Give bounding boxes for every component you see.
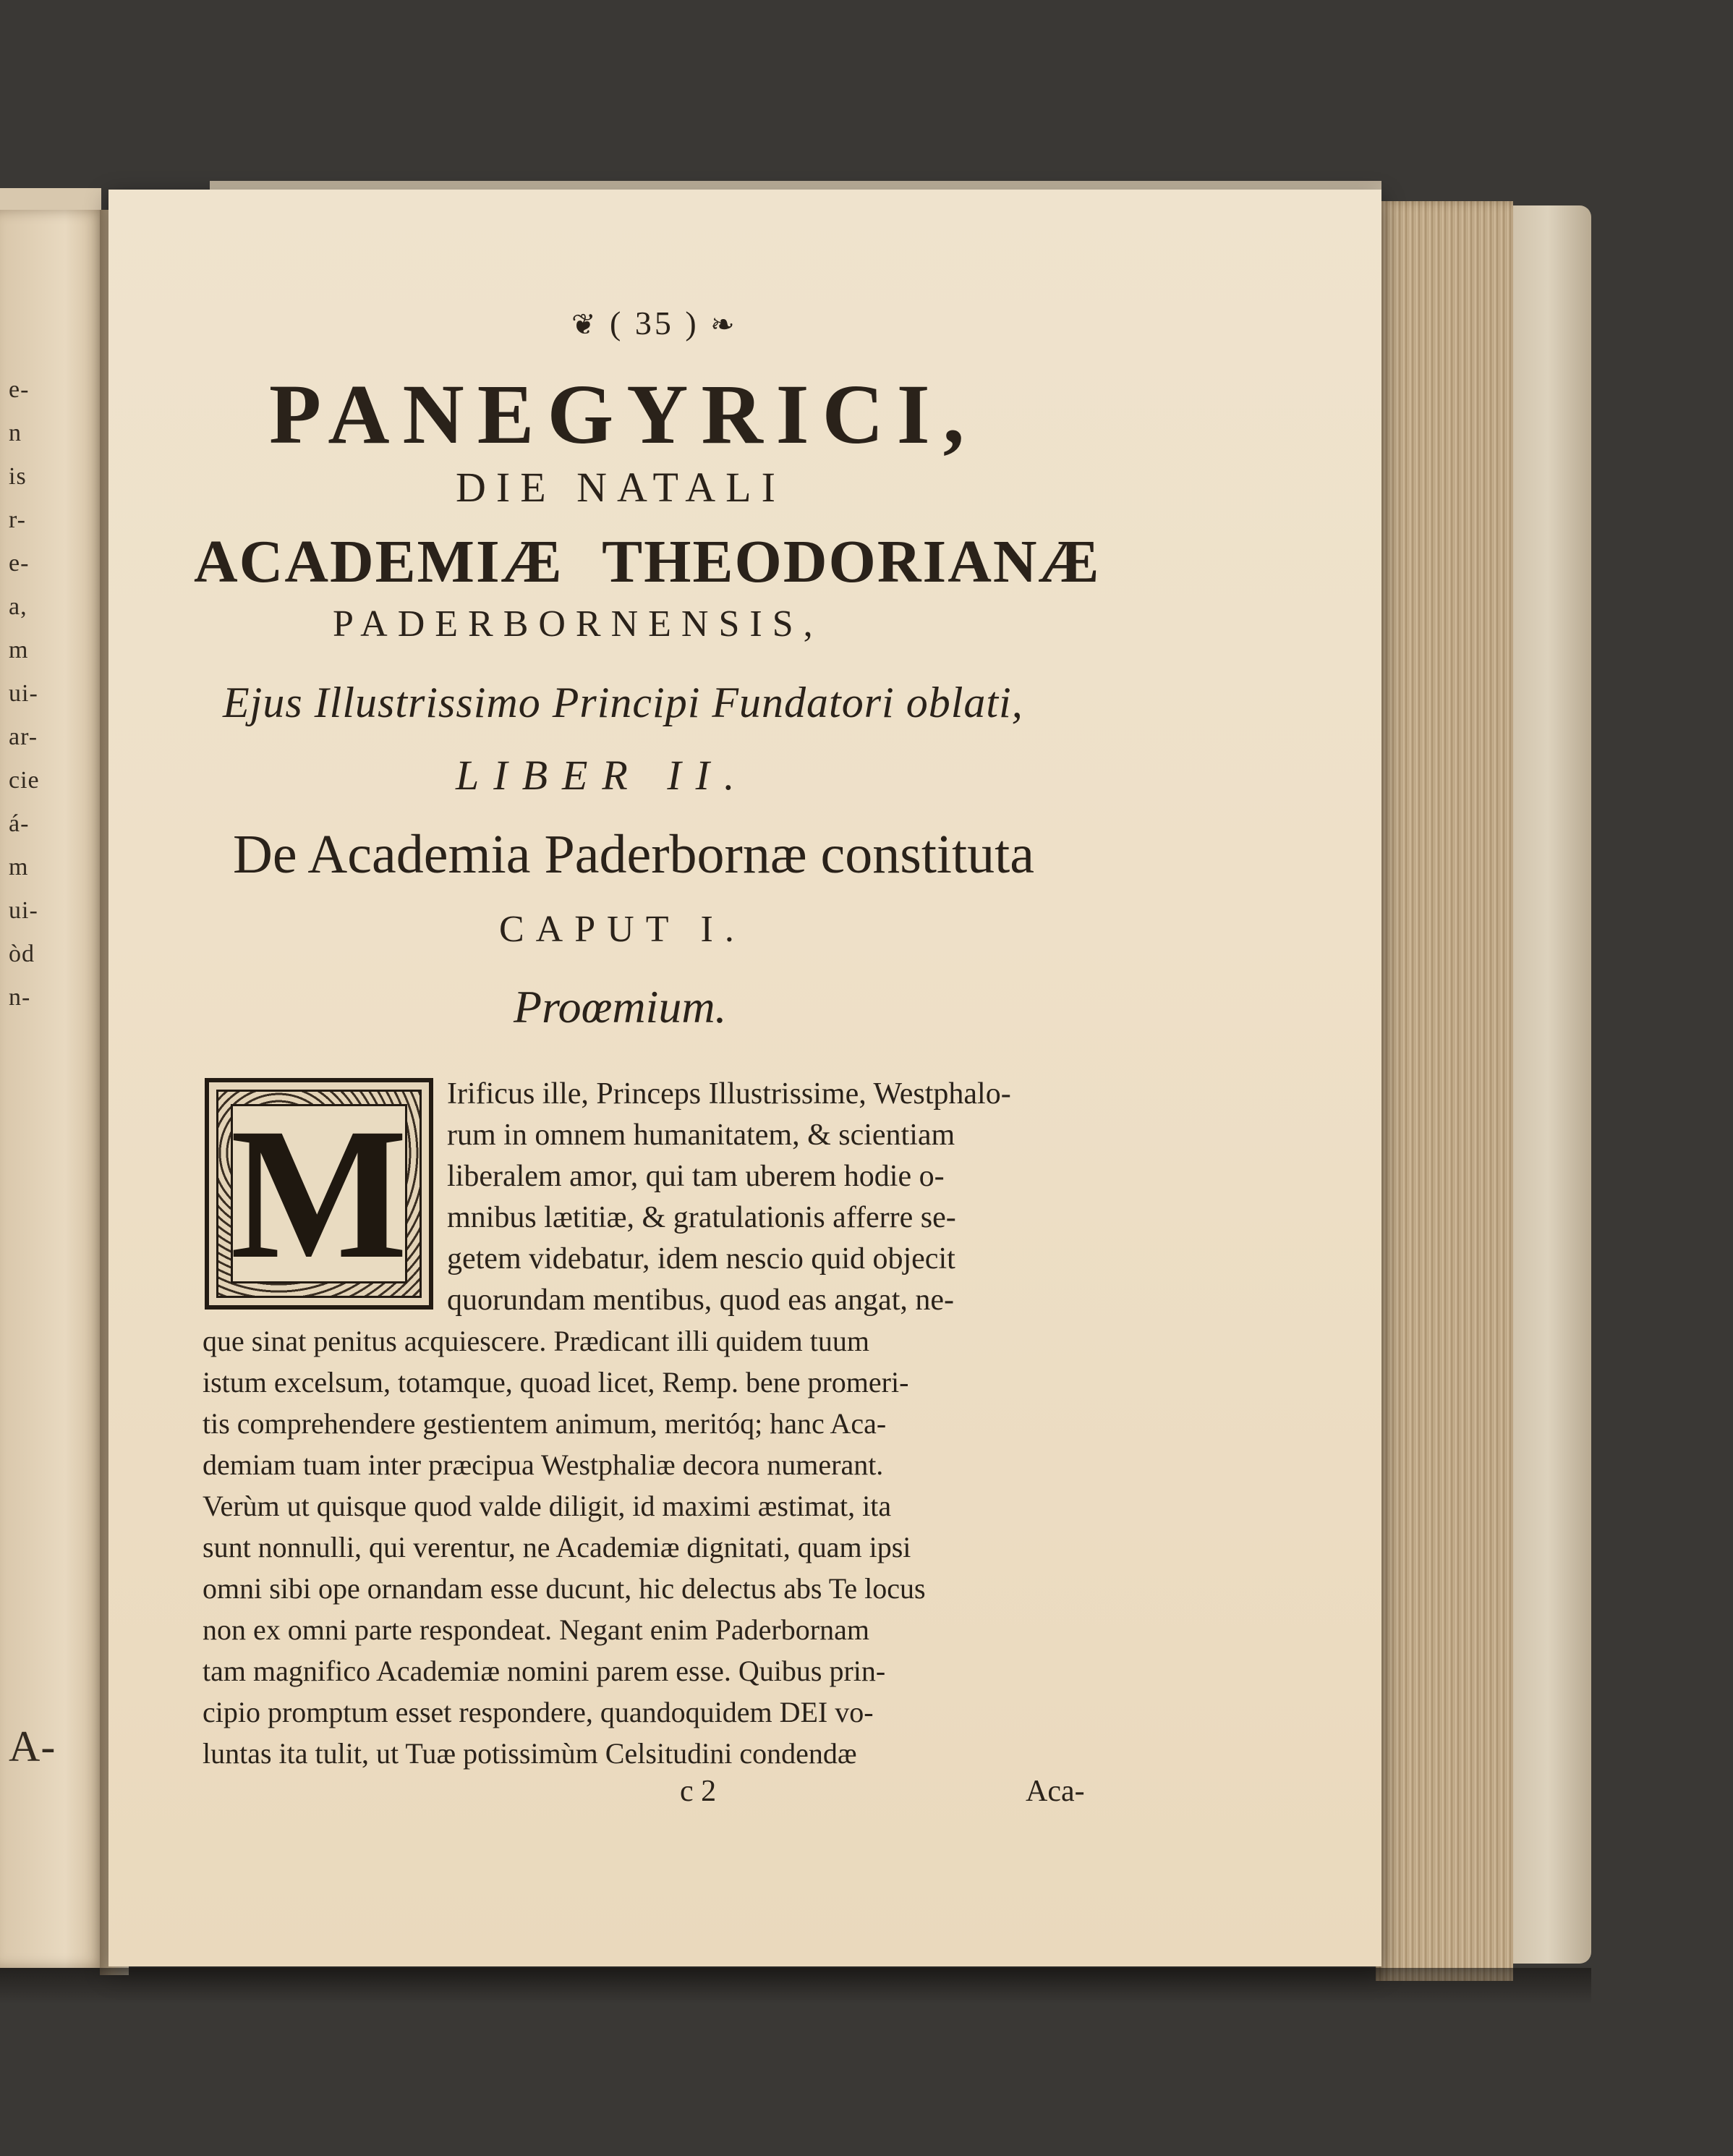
drop-cap-initial bbox=[205, 1078, 433, 1310]
text-line: que sinat penitus acquiescere. Prædicant illi quidem tuum bbox=[203, 1325, 870, 1357]
text-line: non ex omni parte respondeat. Negant enim Paderbornam bbox=[203, 1613, 869, 1646]
left-fragment: e- bbox=[9, 376, 30, 403]
left-fragment: á- bbox=[9, 810, 30, 837]
subtitle-paderbornensis: PADERBORNENSIS, bbox=[333, 603, 823, 645]
left-fragment: is bbox=[9, 463, 27, 490]
text-line: rum in omnem humanitatem, & scientiam bbox=[447, 1119, 955, 1152]
text-line: getem videbatur, idem nescio quid objecit bbox=[447, 1242, 955, 1276]
text-line: quorundam mentibus, quod eas angat, ne- bbox=[447, 1283, 954, 1317]
text-line: tis comprehendere gestientem animum, meritóq; hanc Aca- bbox=[203, 1407, 887, 1440]
page-number bbox=[571, 304, 738, 342]
left-fragment: r- bbox=[9, 506, 26, 533]
left-fragment: cie bbox=[9, 767, 40, 794]
page-block-edge bbox=[1376, 201, 1513, 1981]
text-line: demiam tuam inter præcipua Westphaliæ decora numerant. bbox=[203, 1448, 884, 1481]
left-fragment: ui- bbox=[9, 897, 38, 924]
left-fragment: m bbox=[9, 637, 29, 663]
text-line: liberalem amor, qui tam uberem hodie o- bbox=[447, 1160, 945, 1193]
subtitle-academiae: ACADEMIÆ THEODORIANÆ bbox=[194, 528, 1101, 595]
text-line: istum excelsum, totamque, quoad licet, Remp. bene promeri- bbox=[203, 1366, 909, 1399]
left-fragment: ar- bbox=[9, 723, 38, 750]
text-line: Irificus ille, Princeps Illustrissime, Westphalo- bbox=[447, 1077, 1011, 1111]
back-cover bbox=[1504, 205, 1591, 1964]
book-number: LIBER II. bbox=[456, 752, 749, 799]
signature-mark: c 2 bbox=[680, 1775, 717, 1808]
fleuron-right-icon: ❧ bbox=[710, 308, 738, 341]
text-line: omni sibi ope ornandam esse ducunt, hic delectus abs Te locus bbox=[203, 1572, 926, 1605]
left-fragment: n bbox=[9, 420, 22, 446]
left-fragment: A- bbox=[9, 1723, 56, 1770]
text-line: Verùm ut quisque quod valde diligit, id maximi æstimat, ita bbox=[203, 1490, 892, 1522]
subtitle-die-natali: DIE NATALI bbox=[456, 464, 785, 511]
left-fragment: a, bbox=[9, 593, 27, 620]
dedication-line: Ejus Illustrissimo Principi Fundatori oblati, bbox=[223, 679, 1023, 726]
left-fragment: e- bbox=[9, 550, 30, 577]
left-fragment: n- bbox=[9, 984, 31, 1011]
fleuron-left-icon: ❦ bbox=[571, 308, 599, 341]
left-fragment: m bbox=[9, 854, 29, 880]
shadow bbox=[0, 1968, 1591, 2004]
page-number-text: ( 35 ) bbox=[610, 305, 699, 341]
book-subject: De Academia Paderbornæ constituta bbox=[233, 824, 1035, 885]
left-fragment: ui- bbox=[9, 680, 38, 707]
main-title: PANEGYRICI, bbox=[269, 367, 978, 462]
text-line: tam magnifico Academiæ nomini parem esse. Quibus prin- bbox=[203, 1655, 886, 1687]
catchword: Aca- bbox=[1026, 1775, 1085, 1808]
text-line: sunt nonnulli, qui verentur, ne Academiæ dignitati, quam ipsi bbox=[203, 1531, 911, 1563]
text-line: luntas ita tulit, ut Tuæ potissimùm Celsitudini condendæ bbox=[203, 1737, 857, 1770]
text-line: cipio promptum esset respondere, quandoquidem DEI vo- bbox=[203, 1696, 874, 1728]
text-line: mnibus lætitiæ, & gratulationis afferre se- bbox=[447, 1201, 956, 1234]
left-fragment: òd bbox=[9, 941, 35, 967]
section-heading: Proœmium. bbox=[514, 981, 727, 1032]
chapter-heading: CAPUT I. bbox=[499, 909, 746, 950]
left-page bbox=[0, 210, 108, 1968]
drop-cap-letter: M bbox=[230, 1090, 408, 1298]
left-page-fragments bbox=[3, 210, 104, 1968]
